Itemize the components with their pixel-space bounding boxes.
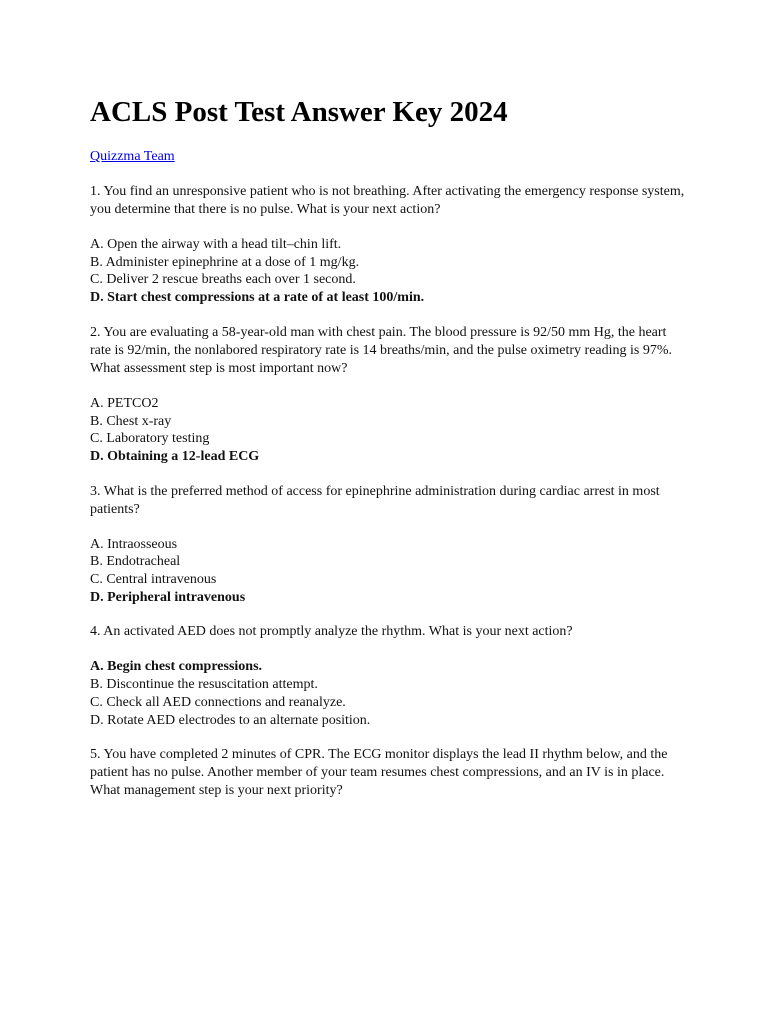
answer-options — [90, 658, 690, 729]
answer-options — [90, 536, 690, 607]
question-block — [90, 324, 690, 466]
author-link[interactable]: Quizzma Team — [90, 149, 175, 164]
answer-option: C. Deliver 2 rescue breaths each over 1 second. — [90, 272, 356, 288]
question-block — [90, 183, 690, 307]
answer-option: C. Check all AED connections and reanalyze. — [90, 694, 346, 710]
question-list — [90, 183, 690, 800]
answer-option: D. Rotate AED electrodes to an alternate position. — [90, 712, 371, 728]
correct-answer-option: A. Begin chest compressions. — [90, 659, 263, 675]
question-text: 2. You are evaluating a 58-year-old man with chest pain. The blood pressure is 92/50 mm Hg, the heart rate is 92/min, the nonlabored respiratory rate is 14 breaths/min, and the pulse oximetry reading is 97%. What assessment step is most important now? — [90, 324, 673, 376]
question-text: 3. What is the preferred method of access for epinephrine administration during cardiac arrest in most patients? — [90, 483, 660, 517]
page-title: ACLS Post Test Answer Key 2024 — [90, 96, 508, 128]
question-block — [90, 746, 690, 800]
question-text: 1. You find an unresponsive patient who is not breathing. After activating the emergency response system, you determine that there is no pulse. What is your next action? — [90, 184, 685, 217]
correct-answer-option: D. Peripheral intravenous — [90, 589, 246, 605]
answer-option: A. PETCO2 — [90, 395, 159, 411]
question-block — [90, 623, 690, 729]
correct-answer-option: D. Start chest compressions at a rate of at least 100/min. — [90, 290, 425, 306]
answer-option: B. Discontinue the resuscitation attempt. — [90, 677, 318, 693]
answer-option: C. Laboratory testing — [90, 431, 210, 447]
correct-answer-option: D. Obtaining a 12-lead ECG — [90, 448, 260, 464]
document-page — [90, 94, 690, 817]
question-block — [90, 483, 690, 607]
answer-options — [90, 236, 690, 307]
answer-option: A. Intraosseous — [90, 536, 178, 552]
answer-option: B. Chest x-ray — [90, 413, 172, 429]
answer-option: B. Endotracheal — [90, 554, 181, 570]
answer-option: A. Open the airway with a head tilt–chin lift. — [90, 237, 342, 252]
question-text: 4. An activated AED does not promptly analyze the rhythm. What is your next action? — [90, 624, 573, 640]
answer-options — [90, 395, 690, 466]
answer-option: B. Administer epinephrine at a dose of 1 mg/kg. — [90, 254, 360, 270]
answer-option: C. Central intravenous — [90, 572, 217, 588]
question-text: 5. You have completed 2 minutes of CPR. The ECG monitor displays the lead II rhythm below, and the patient has no pulse. Another member of your team resumes chest compressions, and an IV is in place. What management step is your next priority? — [90, 747, 668, 799]
